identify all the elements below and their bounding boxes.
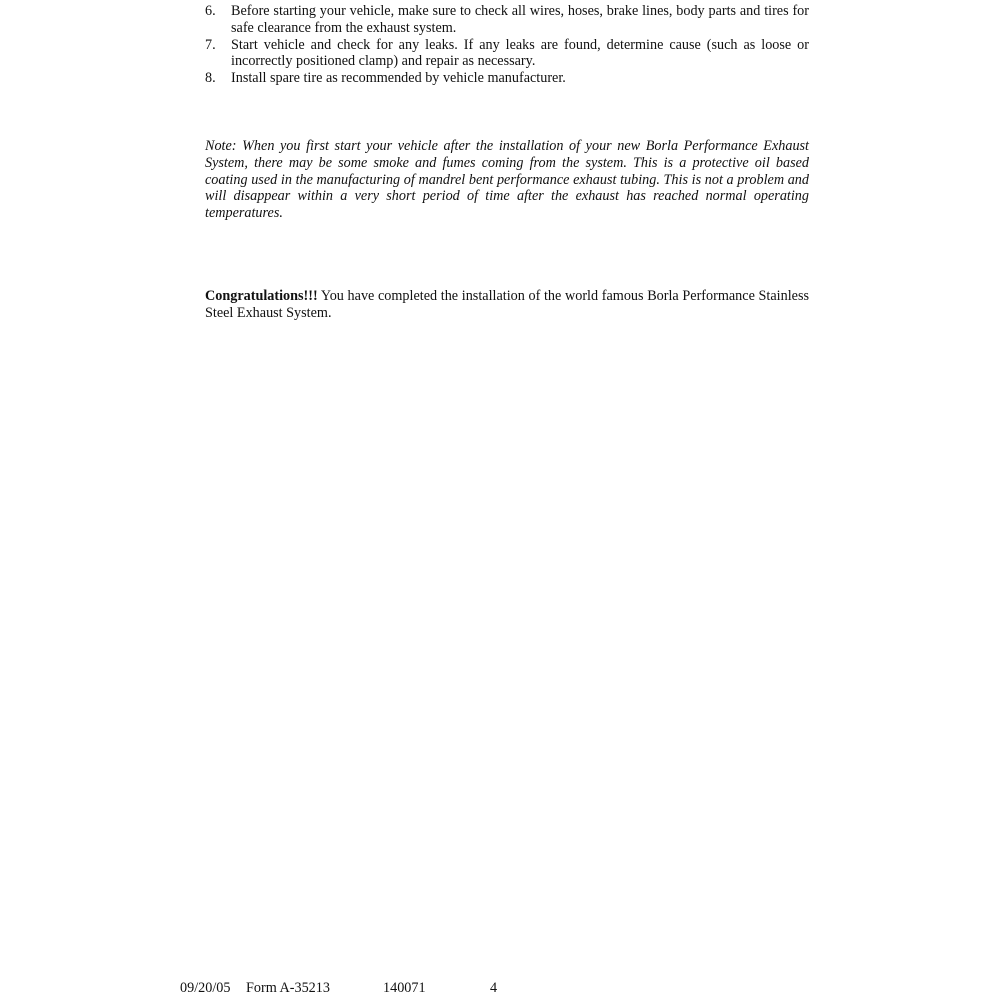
step-text: Install spare tire as recommended by vehicle manufacturer.	[231, 70, 566, 87]
step-number: 8.	[205, 70, 216, 87]
footer-page-number: 4	[490, 980, 498, 996]
installation-steps-list	[205, 3, 809, 87]
step-8	[205, 70, 809, 87]
footer-date: 09/20/05	[180, 980, 231, 996]
footer-form-number: Form A-35213	[246, 980, 330, 996]
step-6	[205, 3, 809, 37]
step-text: Start vehicle and check for any leaks. If any leaks are found, determine cause (such as loose or incorrectly positioned clamp) and repair as necessary.	[231, 36, 809, 70]
step-7	[205, 37, 809, 71]
step-text: Before starting your vehicle, make sure to check all wires, hoses, brake lines, body parts and tires for safe clearance from the exhaust system.	[231, 3, 809, 36]
smoke-note-paragraph: Note: When you first start your vehicle after the installation of your new Borla Performance Exhaust System, there may be some smoke and fumes coming from the system. This is a protective oil based coating used in the manufacturing of mandrel bent performance exhaust tubing. This is not a problem and will disappear within a very short period of time after the exhaust has reached normal operating temperatures.	[205, 137, 809, 222]
congratulations-paragraph	[205, 288, 809, 322]
step-number: 7.	[205, 36, 216, 53]
page-content	[205, 3, 809, 322]
congratulations-heading: Congratulations!!!	[205, 287, 318, 304]
congratulations-text: You have completed the installation of the world famous Borla Performance Stainless Steel Exhaust System.	[205, 287, 809, 321]
step-number: 6.	[205, 3, 216, 19]
footer-part-number: 140071	[383, 980, 426, 996]
